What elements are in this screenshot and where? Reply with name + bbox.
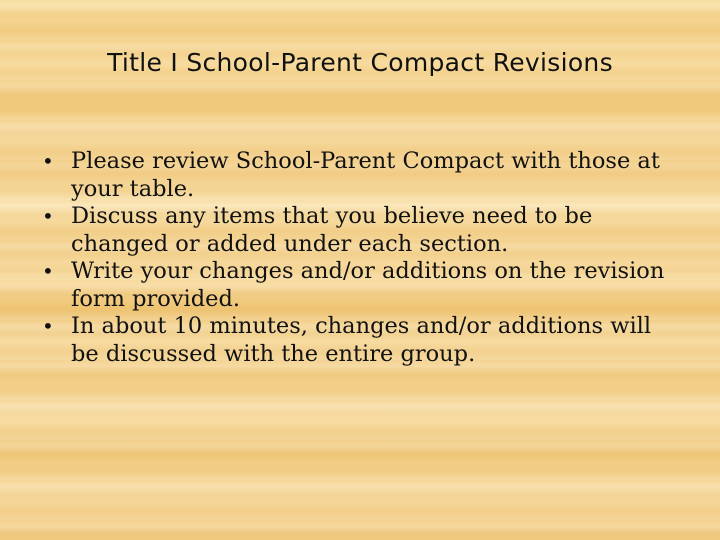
bullet-text: Write your changes and/or additions on the revision form provided. <box>71 258 665 312</box>
slide-title: Title I School-Parent Compact Revisions <box>107 48 613 77</box>
bullet-dot-icon: • <box>42 149 54 173</box>
bullet-text: Discuss any items that you believe need to be changed or added under each section. <box>71 203 593 257</box>
bullet-text: In about 10 minutes, changes and/or additions will be discussed with the entire group. <box>71 313 652 367</box>
bullet-dot-icon: • <box>42 259 54 283</box>
bullet-item <box>40 148 680 203</box>
bullet-item <box>40 313 680 368</box>
bullet-text: Please review School-Parent Compact with those at your table. <box>71 148 660 202</box>
bullet-dot-icon: • <box>42 314 54 338</box>
bullet-item <box>40 258 680 313</box>
bullet-dot-icon: • <box>42 204 54 228</box>
bullet-item <box>40 203 680 258</box>
bullet-list <box>40 148 680 368</box>
